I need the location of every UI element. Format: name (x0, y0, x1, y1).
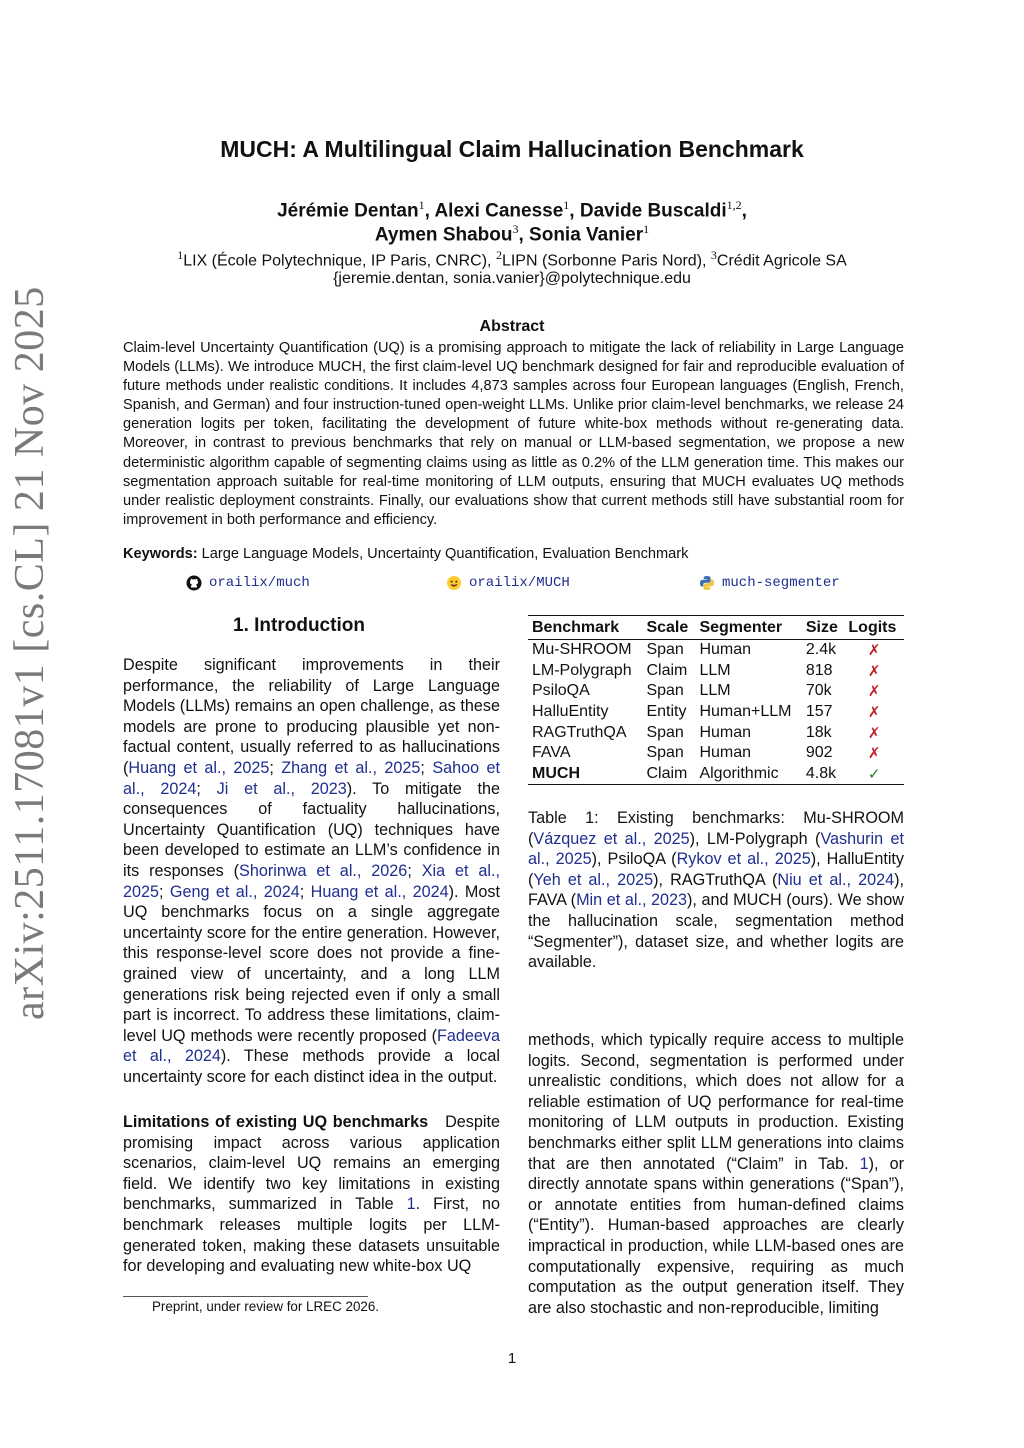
author-emails: {jeremie.dentan, sonia.vanier}@polytechnique.edu (333, 270, 691, 287)
table-row (528, 681, 904, 702)
table-row (528, 743, 904, 764)
author-name: Alexi Canesse (434, 200, 564, 222)
author-line-2: Aymen Shabou$^3$, Sonia Vanier$^1$ (374, 222, 650, 246)
intro-paragraph-3: methods, which typically require access to multiple logits. Second, segmentation is performed under unrealistic conditions, which does not allow for a reliable estimation of UQ performance for real-time monitoring of LLM outputs in production. Existing benchmarks either split LLM generations into claims that are then annotated (“Claim” in Tab. 1), or directly annotate spans within generations (“Span”), or annotate entities from human-defined claims (“Entity”). Human-based approaches are clearly impractical in production, while LLM-based ones are computationally expensive, requiring as much computation as the output generation itself. They are also stochastic and non-reproducible, limiting (528, 1031, 904, 1317)
table-cell-logits: ✗ (867, 683, 881, 701)
citation-link[interactable]: Xia et al., 2025 (123, 861, 500, 901)
table-cell-segmenter: LLM (699, 661, 731, 679)
intro-paragraph-2: Limitations of existing UQ benchmarks Despite promising impact across various application scenarios, claim-level UQ remains an emerging field. We identify two key limitations in existing benchmarks, summarized in Table 1. First, no benchmark releases multiple logits per LLM-generated token, making these datasets unsuitable for developing and evaluating new white-box UQ (123, 1113, 500, 1276)
table-cell-scale: Claim (646, 661, 688, 679)
intro-paragraph-1: Despite significant improvements in their performance, the reliability of Large Language Models (LLMs) remains an open challenge, as these models are prone to producing plausible yet non-factual content, usually referred to as hallucinations (Huang et al., 2025; Zhang et al., 2025; Sahoo et al., 2024; Ji et al., 2023). To mitigate the consequences of factuality hallucinations, Uncertainty Quantification (UQ) techniques have been developed to estimate an LLM’s confidence in its responses (Shorinwa et al., 2026; Xia et al., 2025; Geng et al., 2024; Huang et al., 2024). Most UQ benchmarks focus on a single aggregate uncertainty score for the entire generation. However, this response-level score does not provide a fine-grained view of uncertainty, and a long LLM generations risk being rejected even if only a small part is incorrect. To address these limitations, claim-level UQ methods were recently proposed (Fadeeva et al., 2024). These methods provide a local uncertainty score for each distinct idea in the output. (123, 656, 501, 1086)
table-cell-scale: Span (646, 682, 684, 700)
table-row (528, 702, 904, 723)
table-cell-segmenter: LLM (699, 682, 731, 700)
citation-link[interactable]: Huang et al., 2024 (310, 882, 449, 901)
table-cell-scale: Span (646, 723, 684, 741)
table-cell-scale: Claim (642, 764, 695, 785)
abstract-text: Claim-level Uncertainty Quantification (UQ) is a promising approach to mitigate the lack of reliability in Large Language Models (LLMs). We introduce MUCH, the first claim-level UQ benchmark designed for fair and reproducible evaluation of future methods under realistic conditions. It includes 4,873 samples across four European languages (English, French, Spanish, and German) and four instruction-tuned open-weight LLMs. Unlike prior claim-level benchmarks, we release 24 generation logits per token, facilitating the development of future white-box methods without re-generating data. Moreover, in contrast to previous benchmarks that rely on manual or LLM-based segmentation, we propose a new deterministic algorithm capable of segmenting claims using as little as 0.2% of the LLM generation time. This makes our segmentation approach suitable for real-time monitoring of LLM outputs, ensuring that MUCH evaluates UQ methods under realistic deployment constraints. Finally, our evaluations show that current methods still have substantial room for improvement in both performance and efficiency. (123, 340, 904, 528)
table-cell-segmenter: Algorithmic (695, 764, 801, 785)
table-cell-name: FAVA (532, 744, 571, 762)
table-header-cell: Logits (844, 616, 904, 640)
table-cell-name: MUCH (528, 764, 642, 785)
citation-link[interactable]: Shorinwa et al., 2026 (239, 861, 408, 880)
table-cell-size: 818 (805, 661, 833, 679)
table-cell-segmenter: Human (699, 723, 752, 741)
table-cell-logits: ✗ (867, 745, 881, 763)
table-cell-segmenter: Human (699, 744, 752, 762)
paragraph-heading: Limitations of existing UQ benchmarks (123, 1113, 429, 1131)
page-number: 1 (507, 1350, 517, 1367)
table-cell-scale: Span (646, 641, 684, 659)
citation-link[interactable]: Geng et al., 2024 (169, 882, 300, 901)
citation-link[interactable]: Ji et al., 2023 (216, 779, 347, 798)
author-name: Sonia Vanier (529, 224, 644, 246)
table-cell-scale: Span (646, 744, 684, 762)
table-cell-name: RAGTruthQA (532, 723, 627, 741)
table-cell-logits: ✗ (867, 642, 881, 660)
table-cell-name: HalluEntity (532, 703, 609, 721)
table-cell-size: 18k (805, 723, 832, 741)
github-link[interactable]: orailix/much (186, 575, 310, 591)
table-cell-name: Mu-SHROOM (532, 641, 632, 659)
table-cell-name: LM-Polygraph (532, 661, 632, 679)
section-heading-introduction: 1. Introduction (233, 615, 365, 636)
citation-link[interactable]: Vázquez et al., 2025 (533, 829, 690, 848)
citation-link[interactable]: Niu et al., 2024 (777, 870, 895, 889)
python-icon (699, 575, 715, 591)
table-cell-scale: Entity (646, 703, 687, 721)
table-cell-logits: ✗ (867, 704, 881, 722)
citation-link[interactable]: Huang et al., 2025 (128, 758, 270, 777)
huggingface-link[interactable]: orailix/MUCH (446, 575, 570, 591)
huggingface-icon (446, 575, 462, 591)
table-ref-link[interactable]: 1 (406, 1195, 416, 1214)
table-row (528, 661, 904, 682)
citation-link[interactable]: Fadeeva et al., 2024 (123, 1026, 500, 1066)
author-name: Aymen Shabou (374, 224, 513, 246)
citation-link[interactable]: Vashurin et al., 2025 (528, 829, 905, 869)
table-row (528, 764, 904, 785)
affiliations: $^1$LIX (École Polytechnique, IP Paris, CNRC), $^2$LIPN (Sorbonne Paris Nord), $^3$Crédit Agricole SA (177, 248, 847, 270)
table-header-cell: Size (802, 616, 845, 640)
table-cell-logits: ✗ (867, 724, 881, 742)
python-package-link[interactable]: much-segmenter (699, 575, 840, 591)
footnote-divider (123, 1296, 368, 1297)
table-row (528, 722, 904, 743)
citation-link[interactable]: Zhang et al., 2025 (281, 758, 421, 777)
table-header-cell: Benchmark (528, 616, 642, 640)
citation-link[interactable]: Rykov et al., 2025 (676, 850, 811, 869)
abstract-heading: Abstract (479, 318, 545, 335)
author-line-1: Jérémie Dentan$^1$, Alexi Canesse$^1$, Davide Buscaldi$^{1,2}$, (277, 198, 747, 222)
table-row (528, 640, 904, 661)
benchmark-table (528, 615, 904, 785)
table-cell-segmenter: Human (699, 641, 752, 659)
table-ref-link[interactable]: 1 (859, 1154, 869, 1173)
table-header-cell: Segmenter (695, 616, 801, 640)
github-icon (186, 575, 202, 591)
table-cell-logits: ✓ (844, 764, 904, 785)
table-cell-name: PsiloQA (532, 682, 590, 700)
paper-title: MUCH: A Multilingual Claim Hallucination Benchmark (220, 136, 804, 162)
citation-link[interactable]: Yeh et al., 2025 (533, 870, 654, 889)
keywords: Keywords: Large Language Models, Uncertainty Quantification, Evaluation Benchmark (123, 546, 689, 562)
footnote: Preprint, under review for LREC 2026. (152, 1299, 380, 1314)
table-cell-segmenter: Human+LLM (699, 703, 792, 721)
table-cell-size: 4.8k (802, 764, 845, 785)
table-cell-size: 157 (805, 703, 833, 721)
citation-link[interactable]: Sahoo et al., 2024 (123, 758, 501, 798)
citation-link[interactable]: Min et al., 2023 (576, 891, 688, 910)
table-cell-size: 2.4k (805, 641, 837, 659)
table-cell-size: 902 (805, 744, 833, 762)
table-cell-logits: ✗ (867, 662, 881, 680)
author-name: Davide Buscaldi (579, 200, 727, 222)
table-header-cell: Scale (642, 616, 695, 640)
arxiv-identifier: arXiv:2511.17081v1 [cs.CL] 21 Nov 2025 (7, 286, 53, 1020)
table-caption: Table 1: Existing benchmarks: Mu-SHROOM (Vázquez et al., 2025), LM-Polygraph (Vashurin et al., 2025), PsiloQA (Rykov et al., 2025), HalluEntity (Yeh et al., 2025), RAGTruthQA (Niu et al., 2024), FAVA (Min et al., 2023), and MUCH (ours). We show the hallucination scale, segmentation method “Segmenter”), dataset size, and whether logits are available. (528, 809, 905, 972)
table-cell-size: 70k (805, 682, 832, 700)
author-name: Jérémie Dentan (277, 200, 419, 222)
